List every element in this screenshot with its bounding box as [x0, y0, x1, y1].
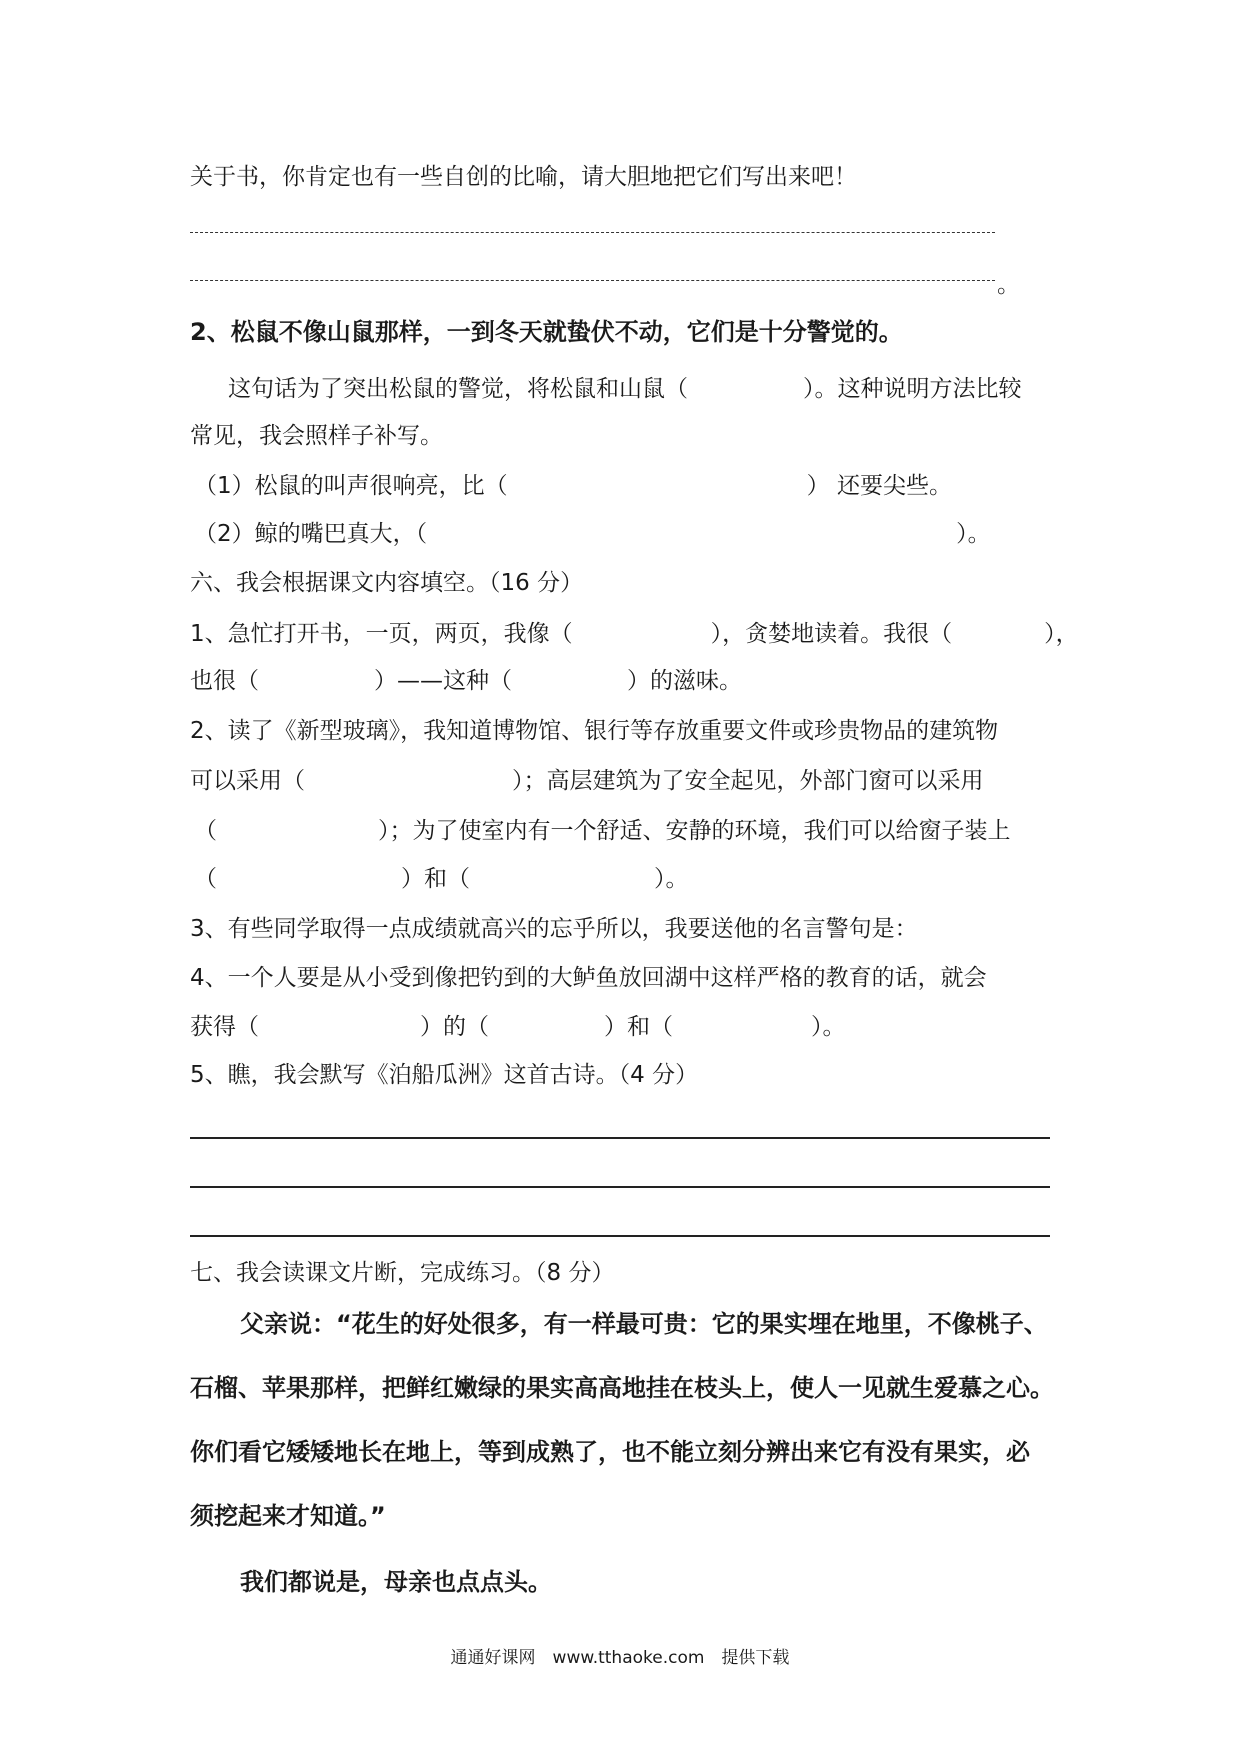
- s6-q2-line-1: 2、读了《新型玻璃》，我知道博物馆、银行等存放重要文件或珍贵物品的建筑物: [190, 718, 999, 744]
- s6-q2-line-4: （ ）和（ ）。: [194, 866, 689, 892]
- answer-dash-line-2[interactable]: [190, 280, 995, 281]
- s6-q4-line-2: 获得（ ）的（ ）和（ ）。: [190, 1014, 846, 1040]
- q2-title: 2、松鼠不像山鼠那样，一到冬天就蛰伏不动，它们是十分警觉的。: [190, 318, 903, 346]
- page-footer: 通通好课网 www.tthaoke.com 提供下载: [450, 1648, 790, 1668]
- intro-prompt: 关于书，你肯定也有一些自创的比喻，请大胆地把它们写出来吧！: [190, 164, 857, 190]
- poem-line-2[interactable]: [190, 1186, 1050, 1188]
- s6-q2-line-2: 可以采用（ ）；高层建筑为了安全起见，外部门窗可以采用: [190, 768, 984, 794]
- intro-end-mark: 。: [997, 272, 1020, 298]
- passage-line-1: 父亲说：“花生的好处很多，有一样最可贵：它的果实埋在地里，不像桃子、: [240, 1310, 1048, 1338]
- passage-line-5: 我们都说是，母亲也点点头。: [240, 1568, 552, 1596]
- section6-heading: 六、我会根据课文内容填空。（16 分）: [190, 570, 584, 596]
- answer-dash-line-1[interactable]: [190, 232, 995, 233]
- s6-q1-line-1: 1、急忙打开书，一页，两页，我像（ ），贪婪地读着。我很（ ），: [190, 621, 1079, 647]
- q2-line-1: 这句话为了突出松鼠的警觉，将松鼠和山鼠（ ）。这种说明方法比较: [228, 376, 1022, 402]
- q2-sub-1: （1）松鼠的叫声很响亮，比（ ） 还要尖些。: [194, 473, 952, 499]
- passage-line-4: 须挖起来才知道。”: [190, 1502, 386, 1530]
- q2-line-2: 常见，我会照样子补写。: [190, 423, 443, 449]
- section7-heading: 七、我会读课文片断，完成练习。（8 分）: [190, 1260, 615, 1286]
- passage-line-3: 你们看它矮矮地长在地上，等到成熟了，也不能立刻分辨出来它有没有果实，必: [190, 1438, 1030, 1466]
- poem-line-1[interactable]: [190, 1137, 1050, 1139]
- passage-line-2: 石榴、苹果那样，把鲜红嫩绿的果实高高地挂在枝头上，使人一见就生爱慕之心。: [190, 1374, 1054, 1402]
- s6-q2-line-3: （ ）；为了使室内有一个舒适、安静的环境，我们可以给窗子装上: [194, 818, 1011, 844]
- q2-sub-2: （2）鲸的嘴巴真大，（ ）。: [194, 521, 991, 547]
- s6-q4-line-1: 4、一个人要是从小受到像把钓到的大鲈鱼放回湖中这样严格的教育的话，就会: [190, 965, 987, 991]
- s6-q3: 3、有些同学取得一点成绩就高兴的忘乎所以，我要送他的名言警句是：: [190, 916, 918, 942]
- s6-q1-line-2: 也很（ ）——这种（ ）的滋味。: [190, 668, 742, 694]
- s6-q5: 5、瞧，我会默写《泊船瓜洲》这首古诗。（4 分）: [190, 1062, 699, 1088]
- poem-line-3[interactable]: [190, 1235, 1050, 1237]
